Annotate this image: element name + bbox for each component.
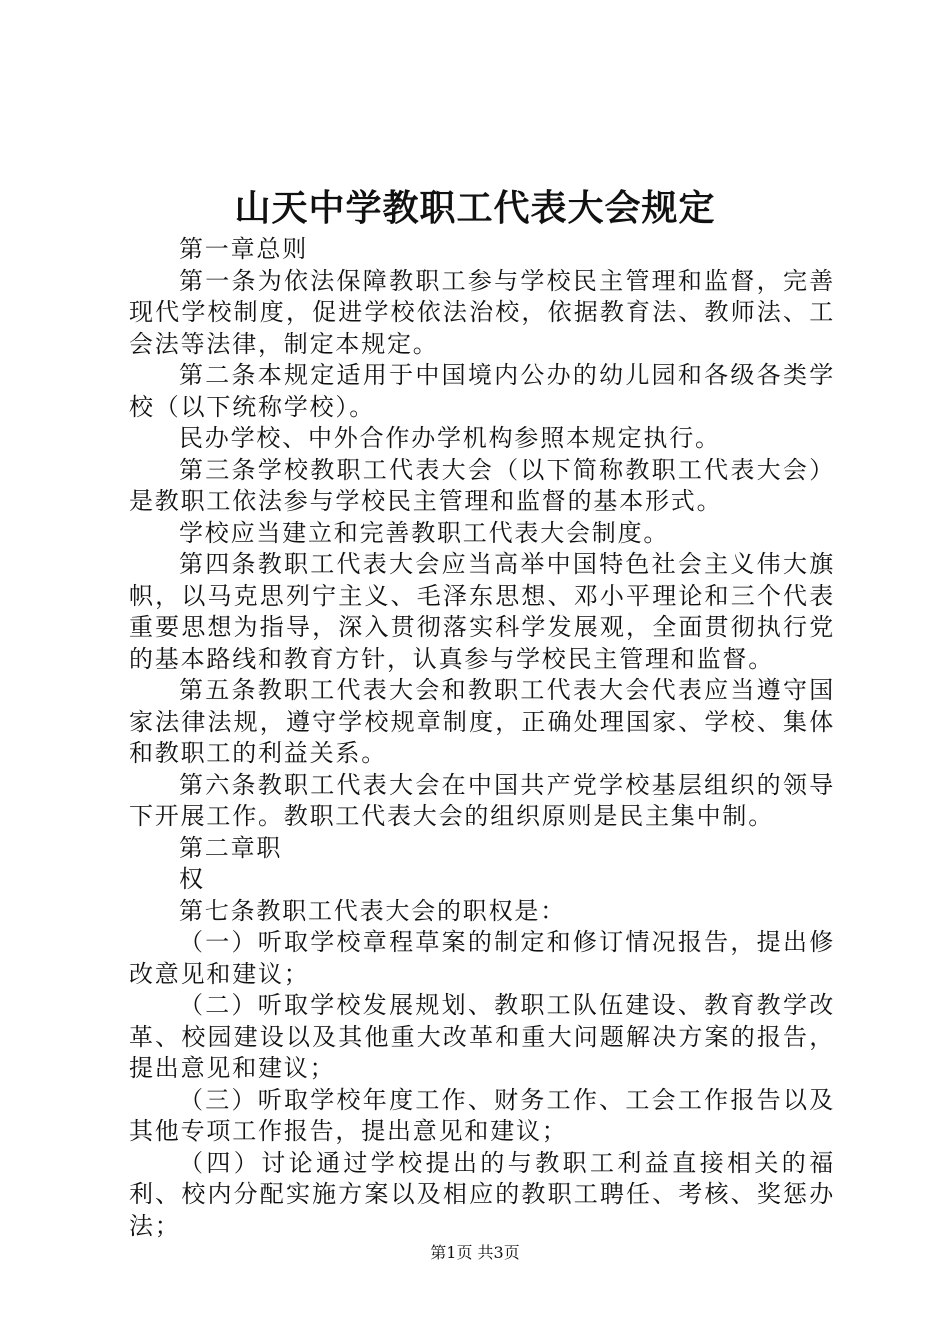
article-paragraph: 第二条本规定适用于中国境内公办的幼儿园和各级各类学校（以下统称学校）。 <box>129 361 835 421</box>
article-paragraph: 第五条教职工代表大会和教职工代表大会代表应当遵守国家法律法规，遵守学校规章制度，正确处理国家、学校、集体和教职工的利益关系。 <box>129 676 835 767</box>
chapter-heading: 第一章总则 <box>179 235 308 263</box>
document-title: 山天中学教职工代表大会规定 <box>234 187 716 229</box>
article-paragraph: 第七条教职工代表大会的职权是： <box>179 896 566 925</box>
list-item: （一）听取学校章程草案的制定和修订情况报告，提出修改意见和建议； <box>129 928 835 988</box>
article-paragraph: 第三条学校教职工代表大会（以下简称教职工代表大会）是教职工依法参与学校民主管理和监督的基本形式。 <box>129 455 835 515</box>
list-item: （二）听取学校发展规划、教职工队伍建设、教育教学改革、校园建设以及其他重大改革和重大问题解决方案的报告，提出意见和建议； <box>129 991 835 1082</box>
article-paragraph: 第四条教职工代表大会应当高举中国特色社会主义伟大旗帜，以马克思列宁主义、毛泽东思想、邓小平理论和三个代表重要思想为指导，深入贯彻落实科学发展观，全面贯彻执行党的基本路线和教育方针，认真参与学校民主管理和监督。 <box>129 550 835 673</box>
article-paragraph: 第一条为依法保障教职工参与学校民主管理和监督，完善现代学校制度，促进学校依法治校，依据教育法、教师法、工会法等法律，制定本规定。 <box>129 266 835 358</box>
chapter-heading: 第二章职 <box>179 833 283 862</box>
page-number: 第1页 共3页 <box>430 1243 520 1262</box>
list-item: （三）听取学校年度工作、财务工作、工会工作报告以及其他专项工作报告，提出意见和建议； <box>129 1085 835 1145</box>
list-item: （四）讨论通过学校提出的与教职工利益直接相关的福利、校内分配实施方案以及相应的教职工聘任、考核、奖惩办法； <box>129 1148 835 1240</box>
document-body <box>129 234 835 1242</box>
article-paragraph: 民办学校、中外合作办学机构参照本规定执行。 <box>179 424 721 452</box>
chapter-heading: 权 <box>179 865 205 893</box>
article-paragraph: 第六条教职工代表大会在中国共产党学校基层组织的领导下开展工作。教职工代表大会的组织原则是民主集中制。 <box>129 770 835 830</box>
article-paragraph: 学校应当建立和完善教职工代表大会制度。 <box>179 518 670 547</box>
